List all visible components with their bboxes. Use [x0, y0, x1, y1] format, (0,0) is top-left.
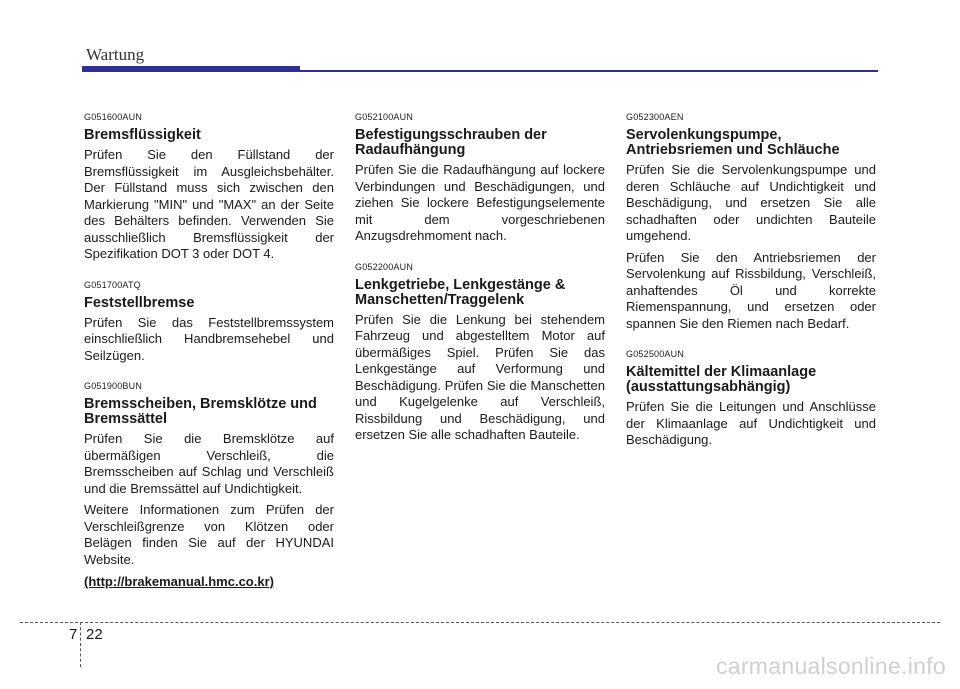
section-code: G051900BUN [84, 381, 143, 391]
column-2 [355, 112, 605, 461]
section-code: G052100AUN [355, 112, 414, 122]
section-paragraph: Prüfen Sie die Bremsklötze auf übermäßigen Verschleiß, die Bremsscheiben auf Schlag und Verschleiß und die Bremssättel auf Undichtigkeit. [84, 431, 334, 496]
section-steering-gear [355, 262, 605, 444]
section-ac-refrigerant [626, 349, 876, 449]
section-paragraph: Prüfen Sie das Feststellbremssystem einschließlich Handbremsehebel und Seilzügen. [84, 314, 334, 363]
section-parking-brake [84, 280, 334, 365]
footer-divider [80, 622, 81, 667]
section-code: G052300AEN [626, 112, 684, 122]
section-suspension-bolts [355, 112, 605, 245]
section-heading: Feststellbremse [84, 294, 195, 311]
section-code: G052500AUN [626, 349, 685, 359]
section-brake-fluid [84, 112, 334, 263]
section-power-steering [626, 112, 876, 332]
section-heading: Bremsflüssigkeit [84, 127, 201, 143]
column-1 [84, 112, 334, 608]
section-code: G051700ATQ [84, 279, 141, 290]
section-heading: Befestigungsschrauben der Radaufhängung [355, 127, 547, 158]
watermark: carmanualsonline.info [715, 653, 946, 679]
section-heading: Servolenkungspumpe, Antriebsriemen und Schläuche [626, 127, 840, 158]
section-paragraph: Prüfen Sie die Lenkung bei stehendem Fahrzeug und abgestelltem Motor auf übermäßiges Spiel. Prüfen Sie das Lenkgestänge auf Verformung und Beschädigung. Prüfen Sie die Manschetten und Kugelgelenke auf Verschleiß, Rissbildung und Beschädigung, und ersetzen Sie alle schadhaften Bauteile. [355, 311, 605, 442]
section-heading: Kältemittel der Klimaanlage (ausstattungsabhängig) [626, 364, 817, 395]
header-bar [82, 66, 300, 72]
section-paragraph: Prüfen Sie die Leitungen und Anschlüsse der Klimaanlage auf Undichtigkeit und Beschädigung. [626, 399, 876, 447]
section-code: G051600AUN [84, 112, 143, 122]
footer-rule [20, 622, 940, 623]
page-number: 22 [86, 626, 103, 643]
section-paragraph: Prüfen Sie den Antriebsriemen der Servolenkung auf Rissbildung, Verschleiß, anhaftendes Öl und korrekte Riemenspannung, und ersetzen oder spannen Sie den Riemen nach Bedarf. [626, 249, 876, 331]
chapter-title: Wartung [86, 45, 145, 64]
header-rule [300, 70, 878, 72]
brake-manual-link[interactable]: (http://brakemanual.hmc.co.kr) [84, 574, 274, 589]
chapter-number: 7 [69, 626, 78, 643]
section-paragraph: Prüfen Sie den Füllstand der Bremsflüssigkeit im Ausgleichsbehälter. Der Füllstand muss sich zwischen den Markierung "MIN" und "MAX" an der Seite des Behälters befinden. Verwenden Sie ausschließlich Bremsflüssigkeit der Spezifikation DOT 3 oder DOT 4. [84, 147, 334, 261]
section-brake-discs [84, 381, 334, 591]
section-code: G052200AUN [355, 261, 414, 272]
section-paragraph: Prüfen Sie die Radaufhängung auf lockere Verbindungen und Beschädigungen, und ziehen Sie lockere Befestigungselemente mit dem vorgeschriebenen Anzugsdrehmoment nach. [355, 162, 605, 243]
section-heading: Lenkgetriebe, Lenkgestänge & Manschetten/Traggelenk [355, 276, 566, 308]
section-paragraph: Weitere Informationen zum Prüfen der Verschleißgrenze von Klötzen oder Belägen finden Sie auf der HYUNDAI Website. [84, 502, 334, 567]
section-heading: Bremsscheiben, Bremsklötze und Bremssättel [84, 396, 317, 427]
column-3 [626, 112, 876, 466]
section-paragraph: Prüfen Sie die Servolenkungspumpe und deren Schläuche auf Undichtigkeit und Beschädigung, und ersetzen Sie alle schadhaften oder undichten Bauteile umgehend. [626, 162, 876, 243]
